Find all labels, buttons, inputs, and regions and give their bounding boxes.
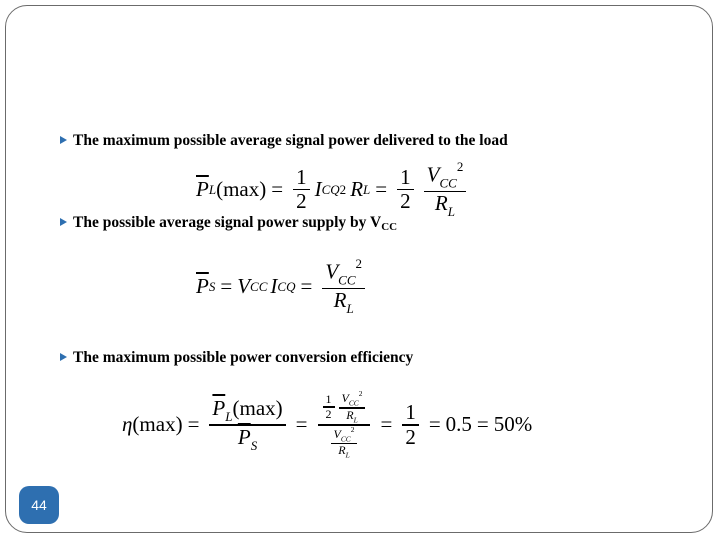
eq-subscript: L <box>353 415 358 425</box>
eq-subscript: CQ <box>321 181 340 197</box>
eq-subscript: CC <box>340 433 351 443</box>
eq-symbol: V <box>341 390 349 405</box>
bullet-load-power <box>60 132 508 150</box>
eq-fraction <box>402 401 419 448</box>
eq-subscript: CQ <box>277 278 296 294</box>
page-number: 44 <box>31 497 47 513</box>
eq-numerator: 1 <box>400 164 411 189</box>
eq-symbol: $\overline{P}$ <box>237 424 251 449</box>
eq-subscript: CC <box>338 272 356 288</box>
eq-value: 50% <box>493 412 533 437</box>
bullet-efficiency <box>60 349 413 367</box>
eq-superscript: 2 <box>350 424 355 434</box>
eq-fraction <box>424 160 467 219</box>
eq-arg: (max) <box>232 396 283 421</box>
eq-subscript: L <box>345 450 350 460</box>
bullet-arrow-icon <box>60 218 67 226</box>
eq-superscript: 2 <box>355 256 363 271</box>
bullet-subscript: CC <box>381 221 398 233</box>
bullet-supply-power <box>60 214 397 233</box>
bullet-text: The possible average signal power supply by V <box>73 214 382 231</box>
eq-numerator: 1 <box>405 400 416 425</box>
eq-operator: = <box>220 274 233 298</box>
eq-fraction <box>397 166 414 213</box>
eq-symbol: η <box>122 412 133 437</box>
eq-operator: = <box>476 412 489 437</box>
eq-symbol: $\overline{P}$ <box>212 396 226 421</box>
eq-fraction-small <box>318 390 371 460</box>
eq-denominator: 2 <box>400 189 411 214</box>
eq-symbol: I <box>314 177 322 201</box>
eq-symbol: R <box>338 443 346 458</box>
eq-denominator: 2 <box>405 424 416 449</box>
eq-arg: (max) <box>132 412 183 437</box>
eq-arg: (max) <box>216 177 267 201</box>
eq-fraction <box>293 166 310 213</box>
eq-operator: = <box>380 412 393 437</box>
eq-symbol: V <box>333 426 341 441</box>
eq-operator: = <box>187 412 200 437</box>
eq-operator: = <box>375 177 388 201</box>
bullet-text: The maximum possible power conversion efficiency <box>73 349 414 366</box>
eq-subscript: CC <box>439 175 457 191</box>
eq-subscript: L <box>346 300 354 316</box>
eq-fraction <box>323 393 335 421</box>
eq-subscript: S <box>208 278 216 294</box>
eq-fraction <box>331 426 358 460</box>
eq-subscript: CC <box>250 278 268 294</box>
eq-symbol: R <box>350 177 364 201</box>
eq-operator: = <box>271 177 284 201</box>
eq-symbol: V <box>325 259 339 284</box>
eq-subscript: L <box>208 181 217 197</box>
eq-superscript: 2 <box>456 159 464 174</box>
eq-symbol: $\overline{P}$ <box>196 274 209 298</box>
bullet-arrow-icon <box>60 136 67 144</box>
eq-fraction <box>209 397 285 453</box>
eq-operator: = <box>295 412 308 437</box>
eq-denominator: 2 <box>296 189 307 214</box>
eq-symbol: V <box>237 274 251 298</box>
eq-subscript: L <box>447 203 455 219</box>
eq-operator: = <box>428 412 441 437</box>
eq-subscript: S <box>250 437 258 453</box>
equation-supply-power <box>196 257 370 316</box>
eq-denominator: 2 <box>325 406 332 421</box>
eq-fraction <box>339 390 366 424</box>
eq-value: 0.5 <box>445 412 472 437</box>
eq-subscript: CC <box>348 398 359 408</box>
eq-subscript: L <box>363 181 371 197</box>
equation-efficiency <box>122 390 532 460</box>
page-number-badge <box>19 486 59 524</box>
eq-symbol: V <box>426 162 440 187</box>
eq-symbol: I <box>270 274 278 298</box>
eq-symbol: R <box>346 407 354 422</box>
eq-symbol: R <box>434 190 448 215</box>
eq-superscript: 2 <box>358 389 363 398</box>
eq-operator: = <box>300 274 313 298</box>
eq-superscript: 2 <box>339 181 347 197</box>
eq-subscript: L <box>225 408 233 424</box>
bullet-arrow-icon <box>60 353 67 361</box>
eq-fraction <box>322 257 365 316</box>
bullet-text: The maximum possible average signal power delivered to the load <box>73 132 508 149</box>
eq-numerator: 1 <box>296 164 307 189</box>
equation-load-power <box>196 160 471 219</box>
eq-symbol: $\overline{P}$ <box>196 177 209 201</box>
eq-symbol: R <box>333 287 347 312</box>
eq-numerator: 1 <box>325 392 332 407</box>
